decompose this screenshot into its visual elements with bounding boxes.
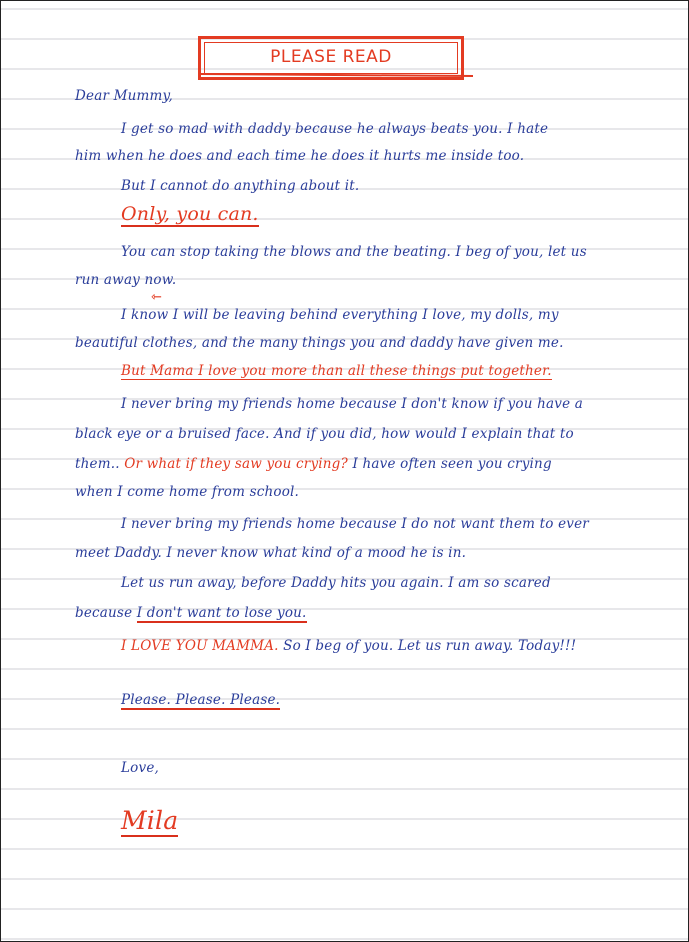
paragraph-9-line-2 <box>75 598 307 628</box>
dont-want-to-lose-you-text: I don't want to lose you. <box>136 605 307 621</box>
paragraph-8-line-2: meet Daddy. I never know what kind of a mood he is in. <box>75 545 467 561</box>
paragraph-1-line-1: I get so mad with daddy because he always beats you. I hate <box>121 121 549 137</box>
paragraph-7-line-2: black eye or a bruised face. And if you did, how would I explain that to <box>75 426 574 442</box>
paragraph-3 <box>121 199 259 229</box>
signature-text: Mila <box>121 806 179 835</box>
paragraph-10 <box>121 631 576 661</box>
paragraph-5-line-2: beautiful clothes, and the many things you and daddy have given me. <box>75 335 564 351</box>
arrow-mark-icon: ⇽ <box>151 290 162 305</box>
beg-run-away-text: So I beg of you. Let us run away. Today!!! <box>283 638 577 654</box>
signature <box>121 806 178 836</box>
paragraph-6 <box>121 356 552 386</box>
page-title: PLEASE READ <box>270 47 392 67</box>
paragraph-11 <box>121 685 280 715</box>
paragraph-4-line-1: You can stop taking the blows and the beating. I beg of you, let us <box>121 244 587 260</box>
crying-question-text: Or what if they saw you crying? <box>124 456 348 472</box>
because-text: because <box>75 605 133 621</box>
paragraph-7-line-3 <box>75 449 552 479</box>
greeting: Dear Mummy, <box>75 88 174 104</box>
paragraph-1-line-2: him when he does and each time he does it hurts me inside too. <box>75 148 525 164</box>
paragraph-5-line-1: I know I will be leaving behind everything I love, my dolls, my <box>121 307 559 323</box>
only-you-can-text: Only, you can. <box>121 203 259 225</box>
paragraph-7-line-4: when I come home from school. <box>75 484 300 500</box>
paragraph-4-line-2: run away now. <box>75 272 177 288</box>
paragraph-8-line-1: I never bring my friends home because I do not want them to ever <box>121 516 589 532</box>
i-love-you-mamma-text: I LOVE YOU MAMMA. <box>121 638 279 654</box>
love-more-text: But Mama I love you more than all these things put together. <box>121 363 552 379</box>
closing: Love, <box>121 760 159 776</box>
paragraph-2: But I cannot do anything about it. <box>121 178 360 194</box>
often-seen-crying-text: I have often seen you crying <box>352 456 552 472</box>
them-text: them.. <box>75 456 120 472</box>
paragraph-9-line-1: Let us run away, before Daddy hits you again. I am so scared <box>121 575 551 591</box>
please-please-please-text: Please. Please. Please. <box>121 692 281 708</box>
paragraph-7-line-1: I never bring my friends home because I don't know if you have a <box>121 396 583 412</box>
